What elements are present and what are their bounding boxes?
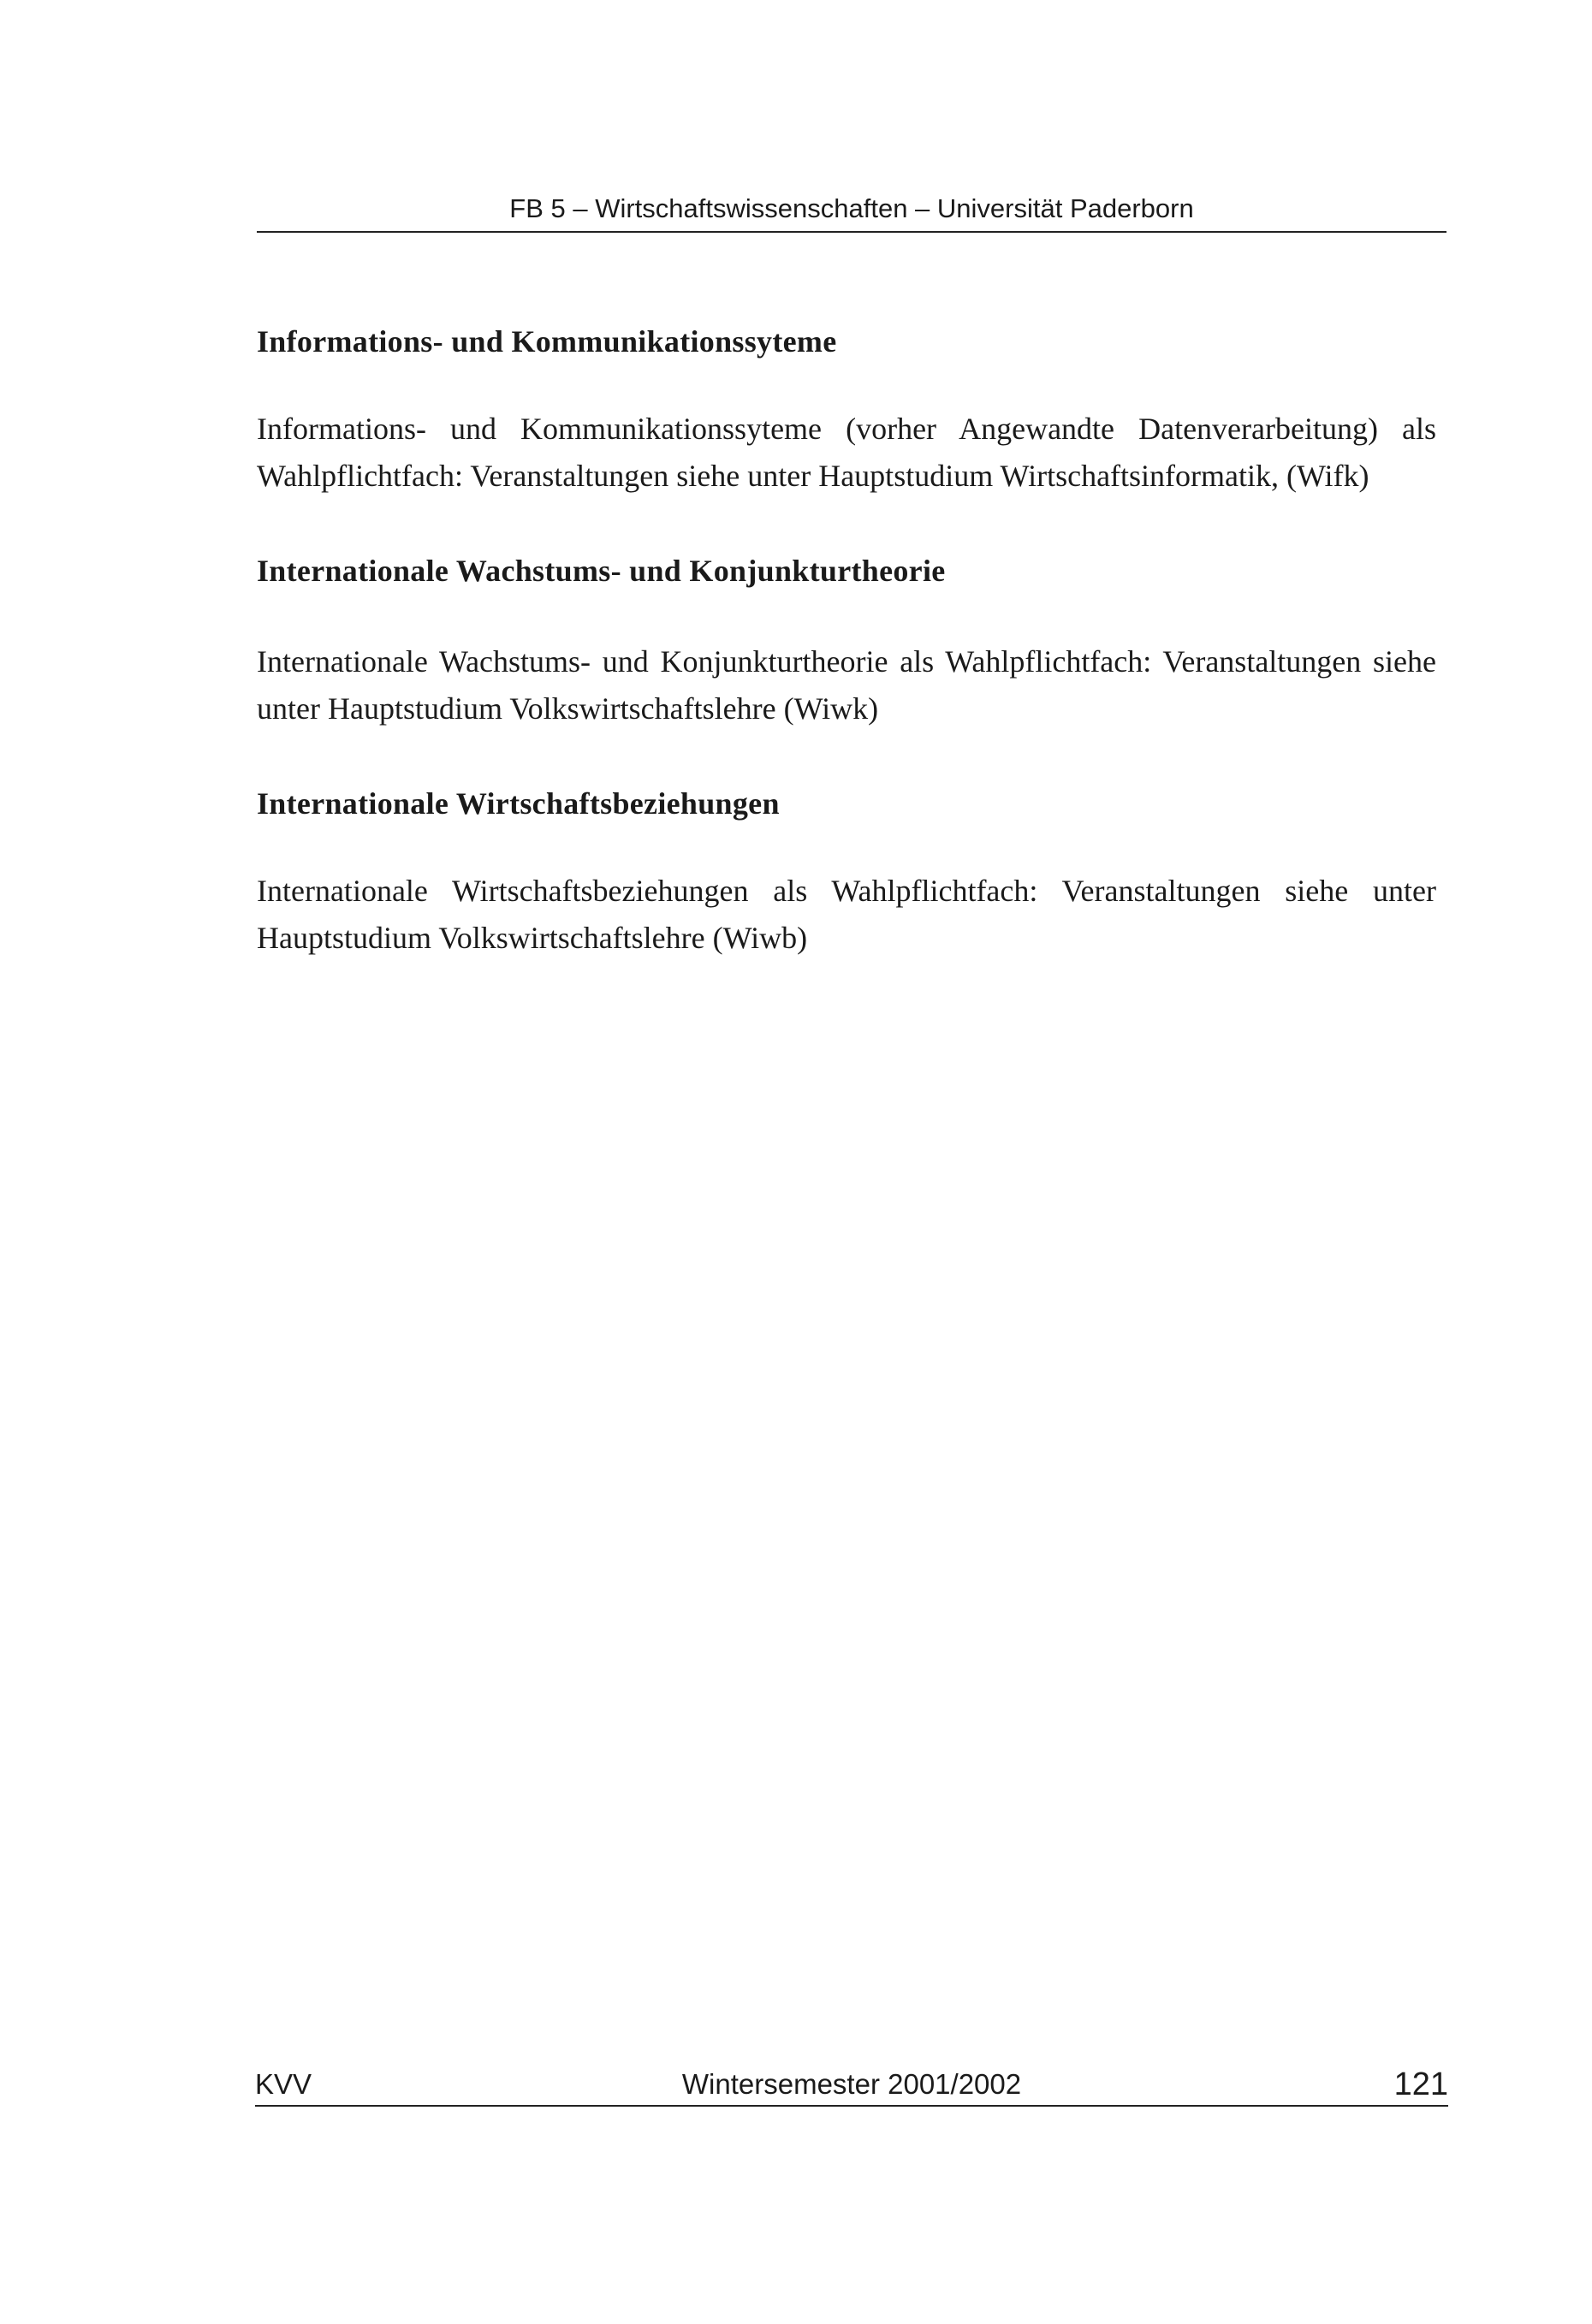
section-text: Informations- und Kommunikationssyteme (vorher Angewandte Datenverarbeitung) als Wahlpflichtfach: Veranstaltungen siehe unter Hauptstudium Wirtschaftsinformatik, (Wifk) (257, 412, 1436, 493)
running-footer (255, 2066, 1448, 2107)
footer-left-label: KVV (255, 2068, 312, 2100)
section-text: Internationale Wachstums- und Konjunkturtheorie als Wahlpflichtfach: Veranstaltungen siehe unter Hauptstudium Volkswirtschaftslehre (Wiwk) (257, 644, 1436, 726)
section-heading: Internationale Wirtschaftsbeziehungen (257, 786, 780, 821)
page-number: 121 (1393, 2066, 1448, 2102)
footer-semester: Wintersemester 2001/2002 (681, 2068, 1022, 2100)
section-heading: Informations- und Kommunikationssyteme (257, 324, 837, 359)
running-header (257, 190, 1446, 233)
page-content (257, 322, 1436, 962)
section-text: Internationale Wirtschaftsbeziehungen als Wahlpflichtfach: Veranstaltungen siehe unter Hauptstudium Volkswirtschaftslehre (Wiwb) (257, 874, 1436, 955)
section-heading: Internationale Wachstums- und Konjunkturtheorie (257, 554, 946, 588)
header-title: FB 5 – Wirtschaftswissenschaften – Universität Paderborn (509, 193, 1194, 223)
